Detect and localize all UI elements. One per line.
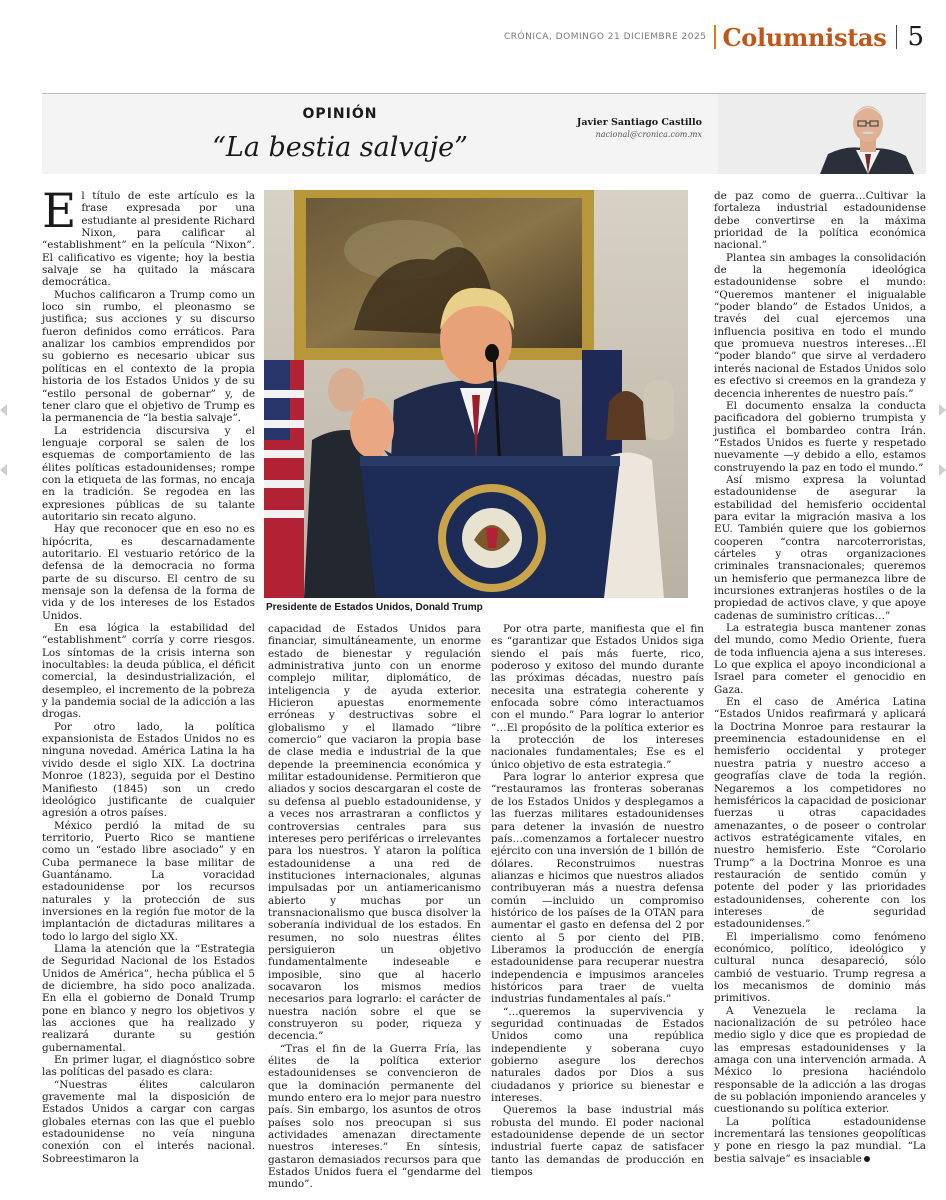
article-paragraph: La política estadounidense incrementará las tensiones geopolíticas y pone en riesgo la paz mundial. “La bestia salvaje” es insaciable <box>714 1115 926 1165</box>
next-page-arrow-icon[interactable] <box>939 404 946 416</box>
article-paragraph: de paz como de guerra…Cultivar la fortaleza industrial estadounidense debe convertirse en la máxima prioridad de la política económica nacional.” <box>714 190 926 252</box>
masthead-divider <box>896 25 897 49</box>
masthead-accent-divider <box>714 25 716 49</box>
article-paragraph: Queremos la base industrial más robusta del mundo. El poder nacional estadounidense depende de un sector industrial fuerte capaz de satisfacer tanto las demandas de producción en tiempos <box>491 1104 704 1179</box>
previous-page-arrow-icon[interactable] <box>0 404 7 416</box>
article-column-3 <box>491 623 704 1178</box>
masthead <box>504 20 924 54</box>
article-paragraph: El título de este artículo es la frase expresada por una estudiante al presidente Richard Nixon, para calificar al “establishment” en la película “Nixon”. El calificativo es vigente; hoy la bestia salvaje se ha quitado la máscara democrática. <box>42 184 255 289</box>
next-page-arrow-icon[interactable] <box>939 464 946 476</box>
opinion-label: OPINIÓN <box>302 106 378 122</box>
headline: “La bestia salvaje” <box>212 132 468 163</box>
article-paragraph: Por otro lado, la política expansionista de Estados Unidos no es ninguna novedad. América Latina la ha vivido desde el siglo XIX. La doctrina Monroe (1823), seguida por el Destino Manifiesto (1845) son un credo ideológico justificante de cualquier agresión a otros países. <box>42 720 255 820</box>
article-column-2 <box>268 623 481 1191</box>
article-paragraph: El documento ensalza la conducta pacificadora del gobierno trumpista y justifica el bombardeo contra Irán. “Estados Unidos es fuerte y respetado nuevamente —y debido a ello, estamos construyendo la paz en todo el mundo.” <box>714 399 926 474</box>
article-paragraph: El imperialismo como fenómeno económico, político, ideológico y cultural nunca desapareció, sólo cambió de vestuario. Trump regresa a los mecanismos de dominio más primitivos. <box>714 930 926 1005</box>
article-paragraph: Plantea sin ambages la consolidación de la hegemonía ideológica estadounidense sobre el mundo: “Queremos mantener el inigualable “poder blando” de Estados Unidos, a través del cual ejercemos una influencia positiva en todo el mundo que promueva nuestros intereses…El “poder blando” que sirve al verdadero interés nacional de Estados Unidos solo es efectivo si creemos en la grandeza y decencia inherentes de nuestro país.” <box>714 251 926 400</box>
drop-cap: E <box>42 184 77 239</box>
previous-page-arrow-icon[interactable] <box>0 464 7 476</box>
article-paragraph: Hay que reconocer que en eso no es hipócrita, es descarnadamente autoritario. El vestuario retórico de la defensa de la democracia no forma parte de su discurso. El centro de su mensaje son la defensa de la forma de vida y de los intereses de los Estados Unidos. <box>42 523 255 622</box>
issue-date: CRÓNICA, DOMINGO 21 DICIEMBRE 2025 <box>504 32 707 42</box>
article-paragraph: “Nuestras élites calcularon gravemente mal la disposición de Estados Unidos a cargar con cargas globales eternas con las que el pueblo estadounidense no veía ninguna conexión con el interés nacional. Sobreestimaron la <box>42 1078 255 1165</box>
author-name: Javier Santiago Castillo <box>576 117 702 128</box>
page-number: 5 <box>907 22 924 52</box>
article-column-4 <box>714 190 926 1165</box>
article-column-1 <box>42 184 255 1165</box>
article-paragraph: Por otra parte, manifiesta que el fin es “garantizar que Estados Unidos siga siendo el país más fuerte, rico, poderoso y exitoso del mundo durante las próximas décadas, nuestro país necesita una estrategia coherente y enfocada sobre cómo interactuamos con el mundo.” Para lograr lo anterior “…El propósito de la política exterior es la protección de los intereses nacionales fundamentales; Ese es el único objetivo de esta estrategia.” <box>491 623 704 771</box>
article-paragraph: La estridencia discursiva y el lenguaje corporal se salen de los esquemas de comportamiento de las élites políticas estadounidenses; rompe con la etiqueta de las formas, no encaja en la tradición. Se regodea en las expresiones públicas de su talante autoritario sin recato alguno. <box>42 424 255 523</box>
article-paragraph: Así mismo expresa la voluntad estadounidense de asegurar la estabilidad del hemisferio occidental para evitar la migración masiva a los EU. También quiere que los gobiernos cooperen “contra narcoterroristas, cárteles y otras organizaciones criminales transnacionales; queremos un hemisferio que permanezca libre de incursiones extranjeras hostiles o de la propiedad de activos clave, y que apoye cadenas de suministro críticas…” <box>714 473 926 622</box>
article-paragraph: En el caso de América Latina “Estados Unidos reafirmará y aplicará la Doctrina Monroe para restaurar la preeminencia estadounidense en el hemisferio occidental y proteger nuestra patria y nuestro acceso a geografías clave de toda la región. Negaremos a los competidores no hemisféricos la capacidad de posicionar fuerzas u otras capacidades amenazantes, o de poseer o controlar activos estratégicamente vitales, en nuestro hemisferio. Este “Corolario Trump” a la Doctrina Monroe es una restauración de sentido común y potente del poder y las prioridades estadounidenses, coherente con los intereses de seguridad estadounidenses.” <box>714 696 926 931</box>
article-paragraph: capacidad de Estados Unidos para financiar, simultáneamente, un enorme estado de bienestar y regulación administrativa junto con un enorme complejo militar, diplomático, de inteligencia y de ayuda exterior. Hicieron apuestas enormemente erróneas y destructivas sobre el globalismo y el llamado “libre comercio” que vaciaron la propia base de clase media e industrial de la que depende la preeminencia económica y militar estadounidense. Permitieron que aliados y socios descargaran el coste de su defensa al pueblo estadounidense, y a veces nos arrastraran a conflictos y controversias centrales para sus intereses pero periféricas o irrelevantes para los nuestros. Y ataron la política estadounidense a una red de instituciones internacionales, algunas impulsadas por un antiamericanismo abierto y muchas por un transnacionalismo que busca disolver la soberanía individual de los estados. En resumen, no solo nuestras élites persiguieron un objetivo fundamentalmente indeseable e imposible, sino que al hacerlo socavaron los mismos medios necesarios para lograrlo: el carácter de nuestra nación sobre el que se construyeron su poder, riqueza y decencia.” <box>268 623 481 1043</box>
article-paragraph: “…queremos la supervivencia y seguridad continuadas de Estados Unidos como una república independiente y soberana cuyo gobierno asegure los derechos naturales dados por Dios a sus ciudadanos y priorice su bienestar e intereses. <box>491 1005 704 1105</box>
trump-photo <box>264 190 688 598</box>
photo-caption: Presidente de Estados Unidos, Donald Trump <box>266 602 483 613</box>
article-paragraph: Llama la atención que la “Estrategia de Seguridad Nacional de los Estados Unidos de América”, hecha pública el 5 de diciembre, ha sido poco analizada. En ella el gobierno de Donald Trump pone en blanco y negro los objetivos y las acciones que ha realizado y realizará durante su gestión gubernamental. <box>42 942 255 1054</box>
author-photo <box>718 94 926 174</box>
article-paragraph: A Venezuela le reclama la nacionalización de su petróleo hace medio siglo y dice que es propiedad de las empresas estadounidenses y la amaga con una intervención armada. A México lo presiona haciéndolo responsable de la adicción a las drogas de su población imponiendo aranceles y cuestionando su política exterior. <box>714 1004 926 1116</box>
article-paragraph: En esa lógica la estabilidad del “establishment” corría y corre riesgos. Los síntomas de la crisis interna son inocultables: la deuda pública, el déficit comercial, la desindustrialización, el desempleo, el incremento de la pobreza y la pandemia social de la adicción a las drogas. <box>42 622 255 721</box>
section-title: Columnistas <box>722 22 887 52</box>
article-paragraph: Muchos calificaron a Trump como un loco sin rumbo, el pleonasmo se justifica; sus acciones y su discurso fueron definidos como erráticos. Para analizar los cambios emprendidos por su gobierno es necesario ubicar sus políticas en el contexto de la propia historia de los Estados Unidos y de su “estilo personal de gobernar” y, de tener claro que el objetivo de Trump es la permanencia de “la bestia salvaje”. <box>42 288 255 425</box>
article-paragraph: México perdió la mitad de su territorio, Puerto Rico se mantiene como un “estado libre asociado” y en Cuba permanece la base militar de Guantánamo. La voracidad estadounidense por los recursos naturales y la protección de sus inversiones en la región fue motor de la implantación de dictaduras militares a todo lo largo del siglo XX. <box>42 819 255 943</box>
article-paragraph: “Tras el fin de la Guerra Fría, las élites de la política exterior estadounidenses se convencieron de que la dominación permanente del mundo entero era lo mejor para nuestro país. Sin embargo, los asuntos de otros países solo nos preocupan si sus actividades amenazan directamente nuestros intereses.” En síntesis, gastaron demasiados recursos para que Estados Unidos fuera el “gendarme del mundo”. <box>268 1042 481 1191</box>
article-paragraph: La estrategia busca mantener zonas del mundo, como Medio Oriente, fuera de toda influencia ajena a sus intereses. Lo que explica el apoyo incondicional a Israel para cometer el genocidio en Gaza. <box>714 622 926 696</box>
end-mark-icon <box>864 1156 870 1162</box>
article-paragraph: Para lograr lo anterior expresa que “restauramos las fronteras soberanas de los Estados Unidos y desplegamos a las fuerzas militares estadounidenses para detener la invasión de nuestro país…comenzamos a fortalecer nuestro ejército con una inversión de 1 billón de dólares. Reconstruimos nuestras alianzas e hicimos que nuestros aliados contribuyeran más a nuestra defensa común —incluido un compromiso histórico de los países de la OTAN para aumentar el gasto en defensa del 2 por ciento al 5 por ciento del PIB. Liberamos la producción de energía estadounidense para recuperar nuestra independencia e impusimos aranceles históricos para traer de vuelta industrias fundamentales al país.” <box>491 771 704 1006</box>
article-paragraph: En primer lugar, el diagnóstico sobre las políticas del pasado es clara: <box>42 1054 255 1079</box>
author-email: nacional@cronica.com.mx <box>595 130 702 139</box>
